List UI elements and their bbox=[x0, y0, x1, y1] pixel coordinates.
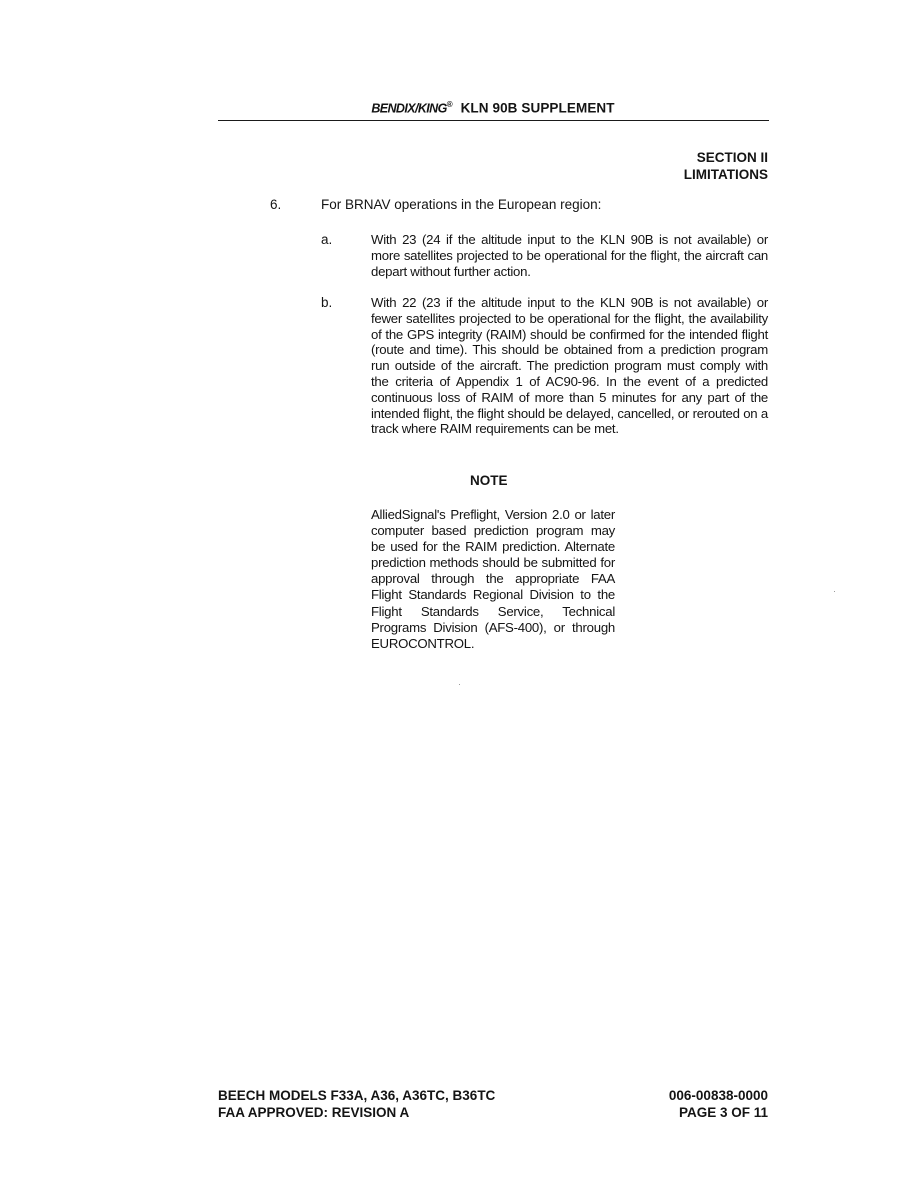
page-header bbox=[218, 100, 768, 116]
aircraft-models: BEECH MODELS F33A, A36, A36TC, B36TC bbox=[218, 1088, 496, 1103]
footer-right bbox=[669, 1087, 768, 1121]
subitem-a-letter: a. bbox=[321, 232, 333, 247]
subitem-b-letter: b. bbox=[321, 295, 333, 310]
subitem-a-text: With 23 (24 if the altitude input to the KLN 90B is not available) or more satellites projected to be operational for the flight, the aircraft can depart without further action. bbox=[371, 232, 768, 279]
footer-left bbox=[218, 1087, 495, 1121]
section-heading bbox=[684, 149, 768, 183]
subitem-b-text: With 22 (23 if the altitude input to the KLN 90B is not available) or fewer satellites projected to be operational for the flight, the availability of the GPS integrity (RAIM) should be confirmed for the intended flight (route and time). This should be obtained from a prediction program run outside of the aircraft. The prediction program must comply with the criteria of Appendix 1 of AC90-96. In the event of a predicted continuous loss of RAIM of more than 5 minutes for any part of the intended flight, the flight should be delayed, cancelled, or rerouted on a track where RAIM requirements can be met. bbox=[371, 295, 768, 437]
header-divider bbox=[218, 120, 769, 121]
registered-mark: ® bbox=[446, 100, 453, 109]
document-number: 006-00838-0000 bbox=[668, 1088, 768, 1103]
page-number: PAGE 3 OF 11 bbox=[678, 1105, 768, 1120]
item-text: For BRNAV operations in the European region: bbox=[321, 197, 602, 212]
section-name: LIMITATIONS bbox=[683, 167, 768, 182]
document-title: KLN 90B SUPPLEMENT bbox=[460, 100, 615, 116]
note-text: AlliedSignal's Preflight, Version 2.0 or later computer based prediction program may be used for the RAIM prediction. Alternate prediction methods should be submitted for approval through the appropriate FAA Flight Standards Regional Division to the Flight Standards Service, Technical Programs Division (AFS-400), or through EUROCONTROL. bbox=[371, 507, 615, 651]
section-number: SECTION II bbox=[696, 150, 768, 165]
scan-speck bbox=[834, 591, 835, 592]
note-heading: NOTE bbox=[470, 473, 508, 488]
approval-status: FAA APPROVED: REVISION A bbox=[218, 1105, 410, 1120]
item-number: 6. bbox=[270, 197, 282, 212]
brand-logo: BENDIX/KING bbox=[371, 101, 447, 116]
scan-speck bbox=[459, 684, 460, 685]
